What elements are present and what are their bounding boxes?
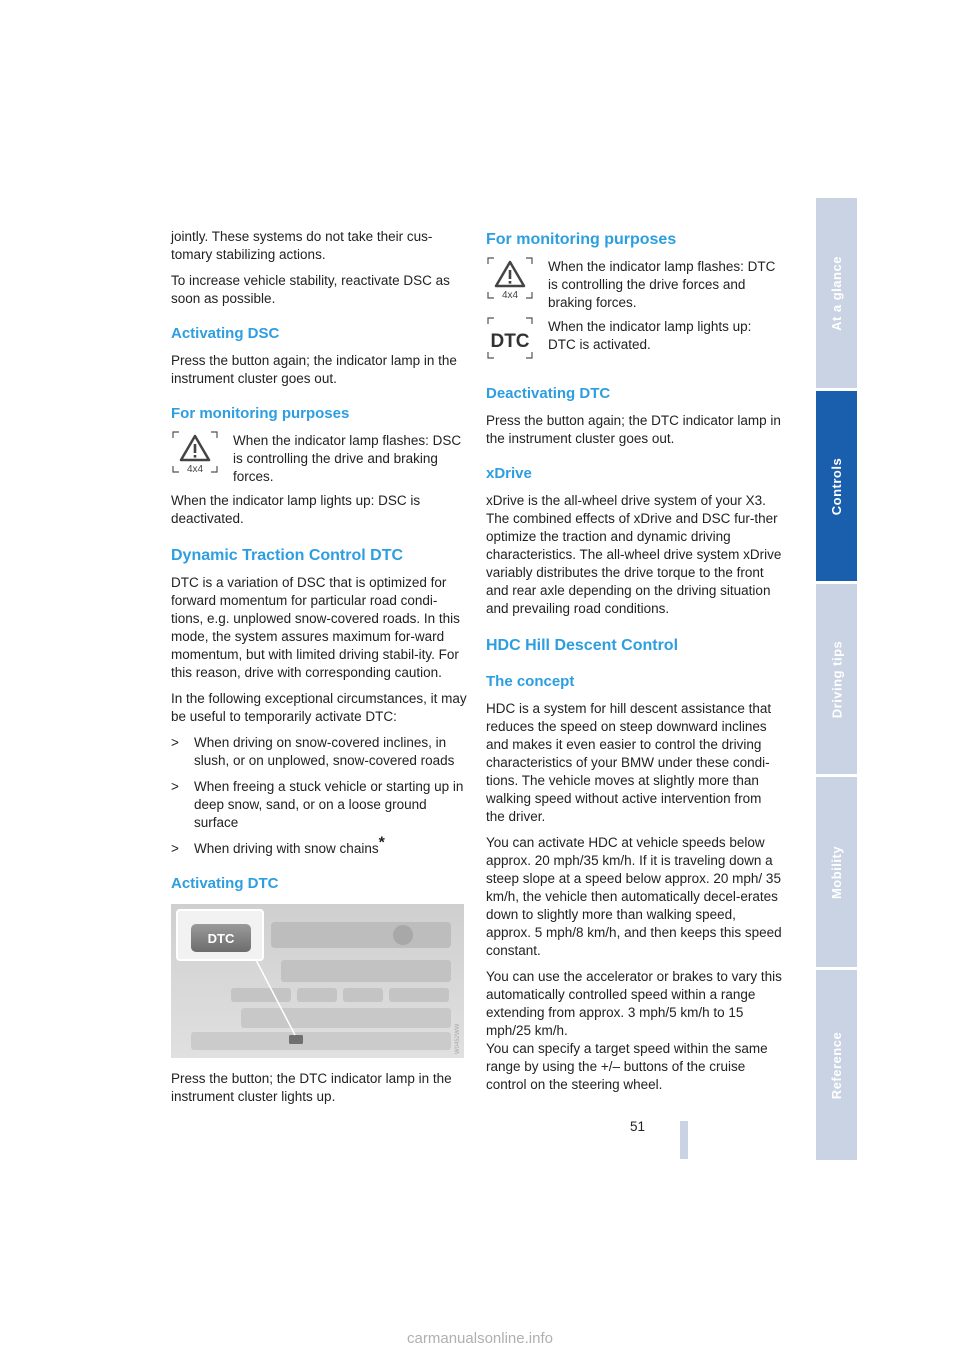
dtc-flash-text: When the indicator lamp flashes: DTC is controlling the drive forces and braking forces. — [548, 259, 776, 310]
hdc-paragraph-1: HDC is a system for hill descent assistance that reduces the speed on steep downward inclines and makes it even easier to control the driving characteristics of your BMW under these condi-tions. The vehicle moves at slightly more than walking speed without active intervention from the driver. — [486, 701, 772, 824]
heading-hdc: HDC Hill Descent Control — [486, 637, 679, 654]
page-number-bar — [680, 1121, 688, 1159]
section-tabs — [816, 198, 857, 1160]
dtc-circumstances-list — [171, 734, 467, 858]
lamp-dtc-label: DTC — [490, 331, 530, 352]
hdc-paragraph-4: You can specify a target speed within the same range by using the +/– buttons of the cruise control on the steering wheel. — [486, 1041, 768, 1092]
dtc-paragraph-2: In the following exceptional circumstances, it may be useful to temporarily activate DTC: — [171, 691, 467, 724]
page-number: 51 — [630, 1119, 646, 1134]
lamp-4x4-label: 4x4 — [501, 290, 519, 301]
warning-4x4-icon — [486, 254, 534, 302]
hdc-paragraph-3: You can use the accelerator or brakes to vary this automatically controlled speed within a range extending from approx. 3 mph/5 km/h to 15 mph/25 km/h. — [486, 969, 782, 1038]
watermark: carmanualsonline.info — [407, 1330, 553, 1347]
dtc-lights-row — [486, 318, 782, 362]
deactivating-dtc-text: Press the button again; the DTC indicator lamp in the instrument cluster goes out. — [486, 413, 781, 446]
photo-dtc-button-label: DTC — [207, 931, 235, 946]
heading-monitoring-dtc: For monitoring purposes — [486, 231, 677, 248]
tab-controls[interactable]: Controls — [816, 391, 857, 581]
dsc-lights-text: When the indicator lamp lights up: DSC is deactivated. — [171, 493, 421, 526]
dtc-paragraph-1: DTC is a variation of DSC that is optimized for forward momentum for particular road condi-tions, e.g. unplowed snow-covered roads. In this mode, the system assures maximum for-ward momentum, but with limited driving stabil-ity. For this reason, drive with corresponding caution. — [171, 575, 460, 680]
list-item: > When driving with snow chains* — [171, 834, 385, 856]
xdrive-text: xDrive is the all-wheel drive system of your X3. The combined effects of xDrive and DSC fur-ther optimize the traction and dynamic driving characteristics. The all-wheel drive system xDrive variably distributes the drive torque to the front and rear axle depending on the driving situation and prevailing road conditions. — [486, 493, 782, 616]
tab-mobility[interactable]: Mobility — [816, 777, 857, 967]
heading-concept: The concept — [486, 673, 575, 690]
dsc-flash-row — [171, 432, 467, 486]
right-column — [486, 228, 782, 1102]
dtc-lights-text: When the indicator lamp lights up: DTC is activated. — [548, 319, 752, 352]
hdc-paragraph-2: You can activate HDC at vehicle speeds below approx. 20 mph/35 km/h. If it is traveling down a steep slope at a speed below approx. 20 mph/ 35 km/h, the vehicle then automatically decel-erates down to slightly more than walking speed, approx. 5 mph/8 km/h, and then keeps this speed constant. — [486, 835, 782, 958]
list-item: > When freeing a stuck vehicle or starting up in deep snow, sand, or on a loose ground surface — [171, 779, 464, 830]
heading-monitoring-dsc: For monitoring purposes — [171, 405, 350, 422]
dtc-button-photo — [171, 904, 464, 1058]
tab-at-a-glance[interactable]: At a glance — [816, 198, 857, 388]
tab-driving-tips[interactable]: Driving tips — [816, 584, 857, 774]
optional-equipment-asterisk: * — [378, 834, 385, 852]
left-column — [171, 228, 467, 1114]
dtc-lamp-icon — [486, 314, 534, 362]
heading-activating-dsc: Activating DSC — [171, 325, 280, 342]
lamp-4x4-label: 4x4 — [186, 464, 204, 475]
warning-4x4-icon — [171, 428, 219, 476]
heading-xdrive: xDrive — [486, 465, 532, 482]
dsc-flash-text: When the indicator lamp flashes: DSC is controlling the drive and braking forces. — [233, 433, 462, 484]
press-dtc-text: Press the button; the DTC indicator lamp in the instrument cluster lights up. — [171, 1071, 452, 1104]
heading-deactivating-dtc: Deactivating DTC — [486, 385, 611, 402]
photo-code: W0452WW — [455, 1023, 461, 1054]
intro-paragraph-1: jointly. These systems do not take their cus-tomary stabilizing actions. — [171, 229, 433, 262]
list-item: > When driving on snow-covered inclines, in slush, or on unplowed, snow-covered roads — [171, 735, 455, 768]
dtc-flash-row — [486, 258, 782, 312]
tab-reference[interactable]: Reference — [816, 970, 857, 1160]
heading-dtc: Dynamic Traction Control DTC — [171, 547, 404, 564]
intro-paragraph-2: To increase vehicle stability, reactivate DSC as soon as possible. — [171, 273, 450, 306]
heading-activating-dtc: Activating DTC — [171, 875, 279, 892]
activating-dsc-text: Press the button again; the indicator lamp in the instrument cluster goes out. — [171, 353, 457, 386]
